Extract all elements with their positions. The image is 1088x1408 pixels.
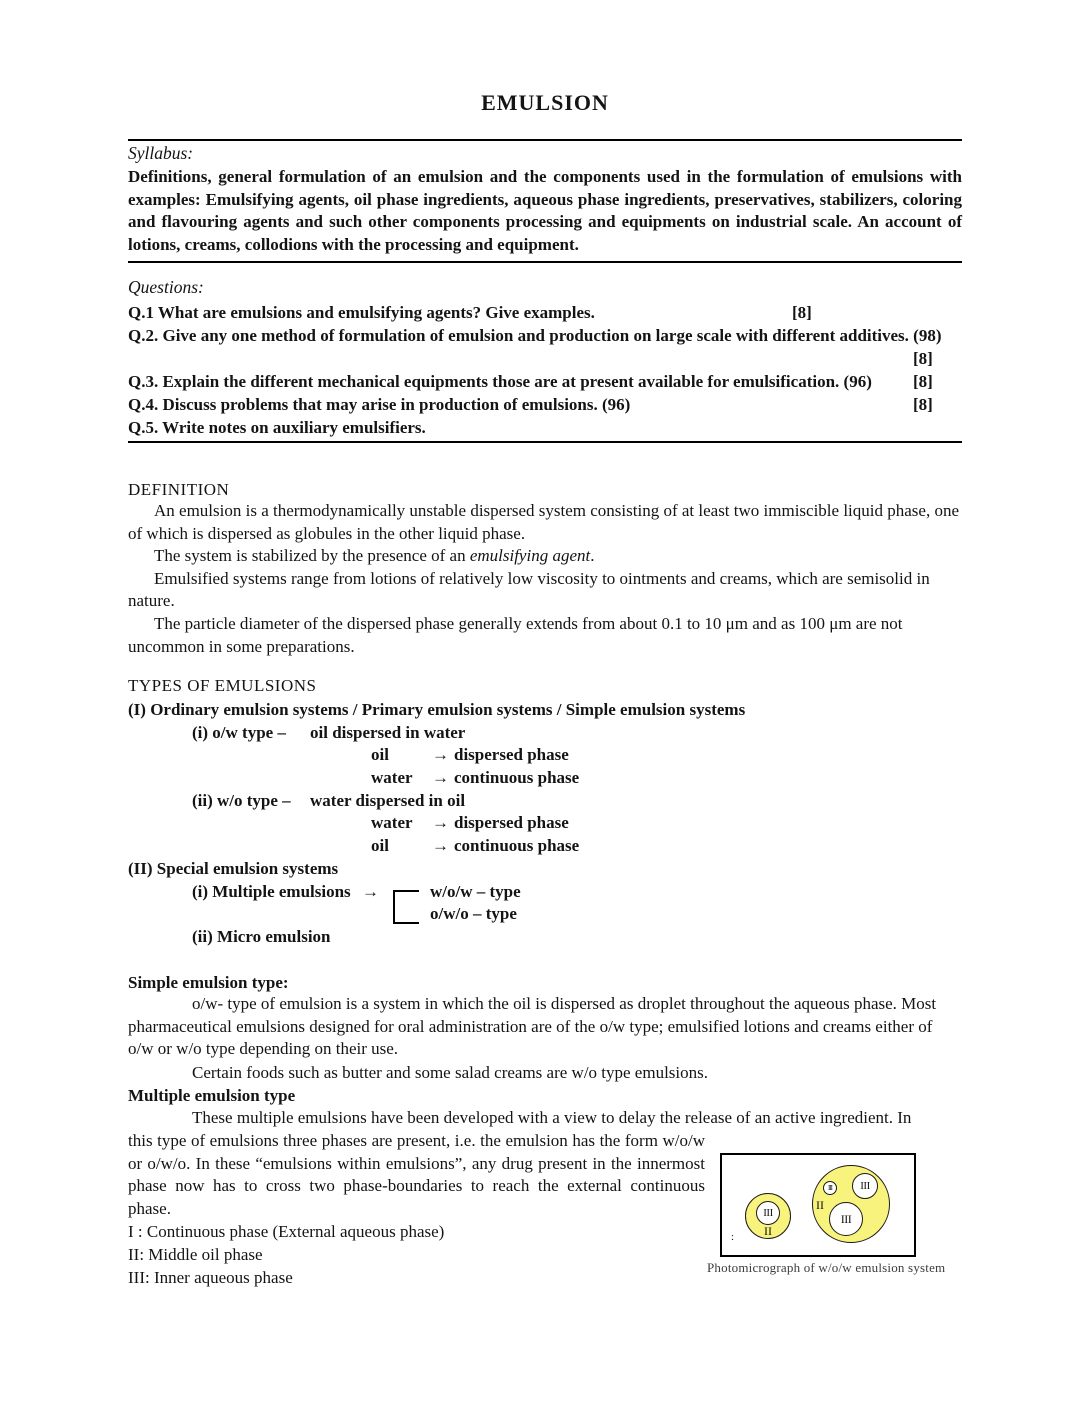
arrow-icon: → — [432, 836, 449, 856]
phase-label-iii: III — [840, 1211, 852, 1226]
definition-body — [128, 500, 962, 658]
wo-type-label: (ii) w/o type – — [192, 790, 291, 810]
ow-type-desc: oil dispersed in water — [310, 722, 466, 742]
tiny-inner-aqueous-circle — [823, 1181, 837, 1195]
question-marks: [8] — [913, 349, 933, 368]
definition-heading: DEFINITION — [128, 480, 230, 499]
types-list — [128, 699, 962, 949]
phase-row — [128, 812, 962, 835]
question-row — [128, 416, 962, 439]
bottom-inner-aqueous-circle — [829, 1202, 863, 1236]
definition-paragraph — [128, 545, 962, 568]
multiple-emulsions-diagram — [128, 881, 962, 926]
phase-label-iii: III — [828, 1184, 832, 1192]
multiple-emulsions-label: (i) Multiple emulsions — [192, 881, 351, 901]
divider-syllabus — [128, 261, 962, 263]
emulsifying-agent-term: emulsifying agent — [469, 546, 591, 566]
phase-legend-item: III: Inner aqueous phase — [128, 1267, 293, 1287]
phase-role: continuous phase — [454, 836, 580, 856]
micro-emulsion-line: (ii) Micro emulsion — [192, 926, 331, 946]
large-oil-droplet — [812, 1165, 890, 1243]
question-text: Q.1 What are emulsions and emulsifying agents? Give examples. — [128, 303, 595, 322]
topright-inner-aqueous-circle — [852, 1173, 878, 1199]
arrow-icon: → — [432, 813, 449, 833]
wo-type-desc: water dispersed in oil — [310, 790, 466, 810]
definition-text: The system is stabilized by the presence of an — [154, 546, 470, 566]
definition-text: . — [590, 546, 595, 566]
question-row — [128, 301, 962, 324]
phase-row — [128, 767, 962, 790]
types-line-ordinary: (I) Ordinary emulsion systems / Primary emulsion systems / Simple emulsion systems — [128, 700, 746, 719]
definition-paragraph: An emulsion is a thermodynamically unstable dispersed system consisting of at least two immiscible liquid phase, one of which is dispersed as globules in the other liquid phase. — [128, 501, 960, 543]
question-row — [128, 370, 962, 393]
phase-row — [128, 835, 962, 858]
figure-wow-emulsion — [707, 1153, 946, 1276]
question-marks: [8] — [913, 372, 933, 391]
question-text: Q.2. Give any one method of formulation of emulsion and production on large scale with different additives. (98) — [128, 326, 942, 345]
phase-label-ii: II — [816, 1198, 824, 1212]
phase-label-ii: II — [764, 1224, 772, 1238]
phase-label-iii: III — [763, 1207, 773, 1219]
figure-box — [720, 1153, 916, 1257]
phase-legend-item: I : Continuous phase (External aqueous phase) — [128, 1222, 445, 1241]
wow-type-option: w/o/w – type — [430, 881, 521, 901]
phase-row — [128, 744, 962, 767]
arrow-icon: → — [432, 768, 449, 788]
question-marks: [8] — [913, 395, 933, 414]
question-row — [128, 347, 962, 370]
divider-questions — [128, 441, 962, 443]
small-inner-aqueous-circle — [756, 1201, 780, 1225]
ow-type-line — [128, 722, 962, 745]
question-text: Q.4. Discuss problems that may arise in production of emulsions. (96) — [128, 395, 631, 414]
question-text: Q.3. Explain the different mechanical equipments those are at present available for emulsification. (96) — [128, 372, 872, 391]
divider-top — [128, 139, 962, 141]
multiple-emulsion-paragraph: These multiple emulsions have been developed with a view to delay the release of an active ingredient. In — [192, 1108, 912, 1127]
corner-mark: : — [731, 1231, 735, 1243]
types-line-special: (II) Special emulsion systems — [128, 858, 339, 878]
question-text: Q.5. Write notes on auxiliary emulsifiers. — [128, 418, 426, 437]
owo-type-option: o/w/o – type — [430, 904, 517, 924]
syllabus-label: Syllabus: — [128, 143, 194, 163]
phase-term: oil — [371, 836, 389, 856]
phase-term: water — [371, 768, 413, 788]
phase-role: dispersed phase — [454, 813, 569, 833]
multiple-emulsion-paragraph: this type of emulsions three phases are present, i.e. the emulsion has the form w/o/w or o/w/o. In these “emulsions within emulsions”, any drug present in the innermost phase now has to cross two phase-boundaries to reach the external continuous phase. — [128, 1131, 705, 1219]
questions-list — [128, 301, 962, 439]
wo-type-line — [128, 790, 962, 813]
simple-emulsion-paragraph: Certain foods such as butter and some salad creams are w/o type emulsions. — [192, 1063, 709, 1082]
phase-legend-item: II: Middle oil phase — [128, 1244, 263, 1264]
ow-type-label: (i) o/w type – — [192, 722, 286, 742]
arrow-icon: → — [362, 881, 379, 901]
page-title: EMULSION — [481, 90, 609, 115]
question-row — [128, 324, 962, 347]
definition-paragraph: The particle diameter of the dispersed phase generally extends from about 0.1 to 10 μm and as 100 μm are not uncommon in some preparations. — [128, 613, 903, 656]
phase-term: water — [371, 813, 413, 833]
questions-label: Questions: — [128, 277, 204, 297]
multiple-emulsion-heading: Multiple emulsion type — [128, 1086, 296, 1105]
simple-emulsion-paragraph: o/w- type of emulsion is a system in which the oil is dispersed as droplet throughout the aqueous phase. Most pharmaceutical emulsions designed for oral administration are of the o/w type; emulsified lotions and creams either of o/w or w/o type depending on their use. — [128, 994, 937, 1059]
definition-paragraph: Emulsified systems range from lotions of relatively low viscosity to ointments and creams, which are semisolid in nature. — [128, 568, 930, 611]
arrow-icon: → — [432, 745, 449, 765]
syllabus-text: Definitions, general formulation of an emulsion and the components used in the formulation of emulsions with examples: Emulsifying agents, oil phase ingredients, aqueous phase ingredients, preservatives, stabilizers, coloring and flavouring agents and such other components processing and equipments on industrial scale. An account of lotions, creams, collodions with the processing and equipment. — [128, 167, 962, 255]
phase-label-iii: III — [860, 1180, 870, 1192]
figure-caption: Photomicrograph of w/o/w emulsion system — [707, 1260, 946, 1275]
phase-role: continuous phase — [454, 768, 580, 788]
types-heading: TYPES OF EMULSIONS — [128, 676, 317, 695]
bracket-shape — [393, 890, 419, 924]
question-marks: [8] — [792, 303, 812, 322]
phase-term: oil — [371, 745, 389, 765]
small-oil-droplet — [745, 1193, 791, 1239]
phase-role: dispersed phase — [454, 745, 569, 765]
simple-emulsion-heading: Simple emulsion type: — [128, 973, 289, 992]
question-row — [128, 393, 962, 416]
